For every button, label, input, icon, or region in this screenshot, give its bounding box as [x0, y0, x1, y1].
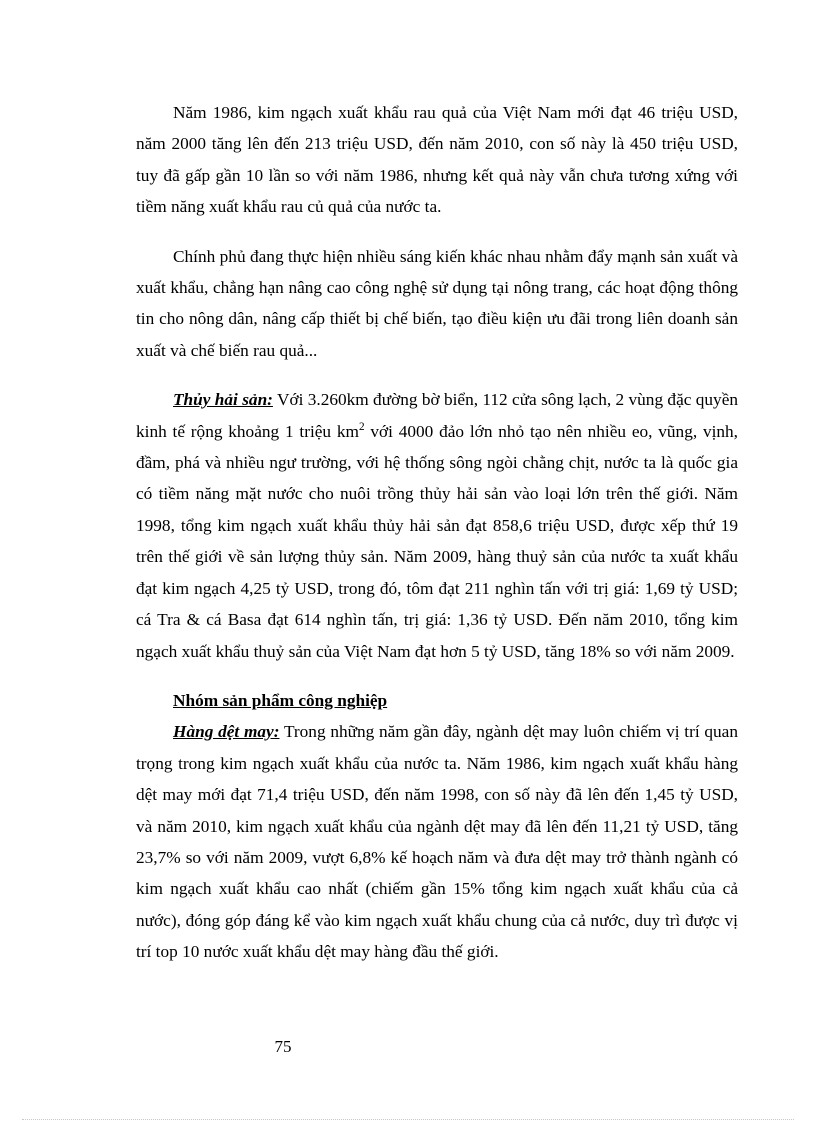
- textiles-label: Hàng dệt may:: [173, 722, 280, 742]
- paragraph-text: Với 3.260km đường bờ biển, 112 cửa sông lạch, 2 vùng đặc quyền kinh tế rộng khoảng 1 triệu km: [136, 390, 738, 441]
- section-heading-industrial-products: [136, 685, 738, 716]
- paragraph-government-initiatives: [136, 241, 738, 367]
- superscript-squared: 2: [358, 420, 365, 433]
- document-body: [136, 97, 738, 968]
- seafood-label: Thủy hải sản:: [173, 390, 273, 410]
- paragraph-textiles: [136, 716, 738, 967]
- page-number: 75: [274, 1037, 292, 1056]
- paragraph-fruit-vegetable-exports: [136, 97, 738, 223]
- page-bottom-border: [22, 1119, 794, 1120]
- paragraph-text: Năm 1986, kim ngạch xuất khẩu rau quả của Việt Nam mới đạt 46 triệu USD, năm 2000 tăng lên đến 213 triệu USD, đến năm 2010, con số này là 450 triệu USD, tuy đã gấp gần 10 lần so với năm 1986, nhưng kết quả này vẫn chưa tương xứng với tiềm năng xuất khẩu rau củ quả của nước ta.: [136, 103, 738, 217]
- section-heading-text: Nhóm sản phẩm công nghiệp: [173, 690, 388, 710]
- paragraph-text: với 4000 đảo lớn nhỏ tạo nên nhiều eo, vũng, vịnh, đầm, phá và nhiều ngư trường, với hệ thống sông ngòi chằng chịt, nước ta là quốc gia có tiềm năng mặt nước cho nuôi trồng thủy hải sản vào loại lớn trên thế giới. Năm 1998, tổng kim ngạch xuất khẩu thủy hải sản đạt 858,6 triệu USD, được xếp thứ 19 trên thế giới về sản lượng thủy sản. Năm 2009, hàng thuỷ sản của nước ta xuất khẩu đạt kim ngạch 4,25 tỷ USD, trong đó, tôm đạt 211 nghìn tấn với trị giá: 1,69 tỷ USD; cá Tra & cá Basa đạt 614 nghìn tấn, trị giá: 1,36 tỷ USD. Đến năm 2010, tổng kim ngạch xuất khẩu thuỷ sản của Việt Nam đạt hơn 5 tỷ USD, tăng 18% so với năm 2009.: [136, 421, 739, 661]
- paragraph-text: Chính phủ đang thực hiện nhiều sáng kiến khác nhau nhằm đẩy mạnh sản xuất và xuất khẩu, chẳng hạn nâng cao công nghệ sử dụng tại nông trang, các hoạt động thông tin cho nông dân, nâng cấp thiết bị chế biến, tạo điều kiện ưu đãi trong liên doanh sản xuất và chế biến rau quả...: [136, 246, 738, 360]
- paragraph-text: Trong những năm gần đây, ngành dệt may luôn chiếm vị trí quan trọng trong kim ngạch xuất khẩu của nước ta. Năm 1986, kim ngạch xuất khẩu hàng dệt may mới đạt 71,4 triệu USD, đến năm 1998, con số này đã lên đến 1,45 tỷ USD, và năm 2010, kim ngạch xuất khẩu của ngành dệt may đã lên đến 11,21 tỷ USD, tăng 23,7% so với năm 2009, vượt 6,8% kế hoạch năm và đưa dệt may trở thành ngành có kim ngạch xuất khẩu cao nhất (chiếm gần 15% tổng kim ngạch xuất khẩu của cả nước), đóng góp đáng kể vào kim ngạch xuất khẩu chung của cả nước, duy trì được vị trí top 10 nước xuất khẩu dệt may hàng đầu thế giới.: [136, 722, 738, 962]
- paragraph-seafood: [136, 384, 738, 667]
